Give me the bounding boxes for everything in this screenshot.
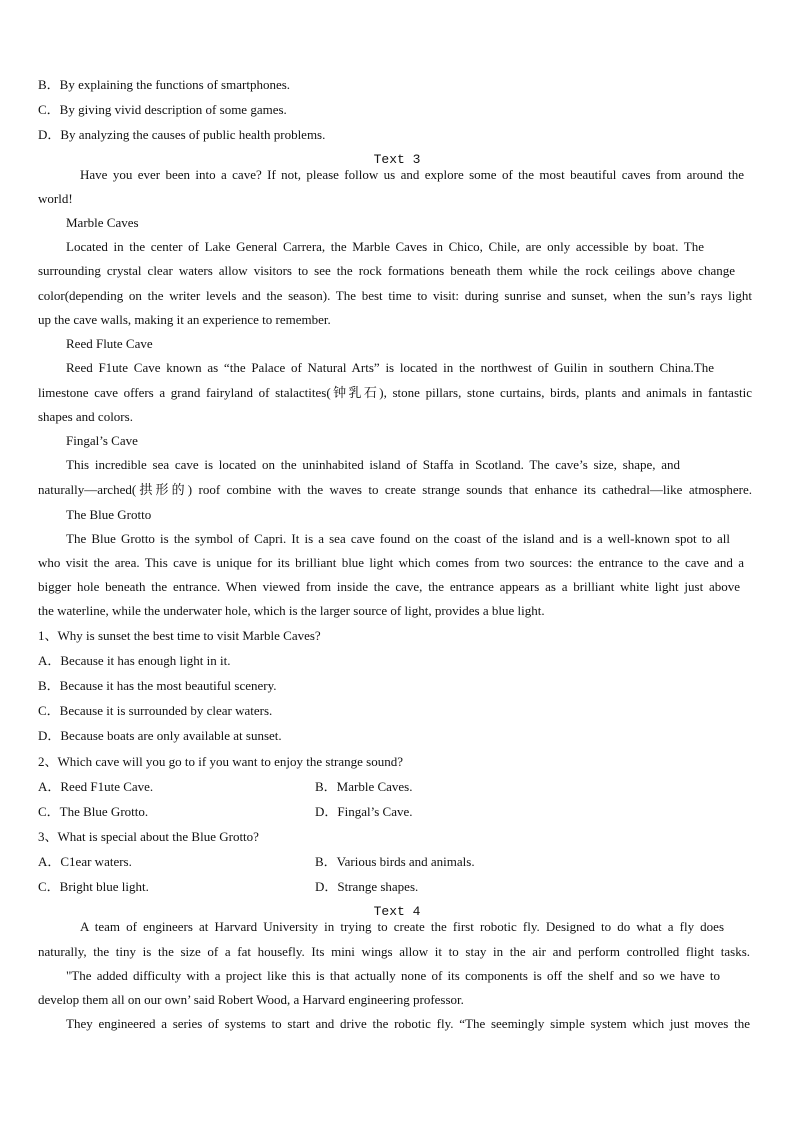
option-d: D．Strange shapes. — [315, 879, 419, 894]
paragraph-line: up the cave walls, making it an experience to remember. — [38, 312, 331, 327]
paragraph-line: This incredible sea cave is located on the uninhabited island of Staffa in Scotland. The cave’s size, shape, and — [66, 457, 680, 472]
option-d: D．Because boats are only available at sunset. — [38, 728, 282, 743]
cave-title: Reed Flute Cave — [66, 336, 153, 351]
paragraph-line: develop them all on our own’ said Robert Wood, a Harvard engineering professor. — [38, 992, 464, 1007]
cave-title: The Blue Grotto — [66, 507, 152, 522]
paragraph-line: the waterline, while the underwater hole, which is the larger source of light, provides a blue light. — [38, 603, 545, 618]
paragraph-line: surrounding crystal clear waters allow visitors to see the rock formations beneath them while the rock ceilings above change — [38, 263, 735, 278]
option-b: B．Marble Caves. — [315, 779, 413, 794]
cave-title: Fingal’s Cave — [66, 433, 138, 448]
paragraph-line: A team of engineers at Harvard University in trying to create the first robotic fly. Designed to do what a fly does — [80, 919, 724, 934]
paragraph-line: naturally—arched(拱形的) roof combine with the waves to create strange sounds that enhance its cathedral—like atmosphere. — [38, 482, 752, 497]
question-2: 2、Which cave will you go to if you want to enjoy the strange sound? — [38, 754, 404, 769]
cave-title: Marble Caves — [66, 215, 139, 230]
option-d: D．By analyzing the causes of public health problems. — [38, 127, 326, 142]
option-c: C．Because it is surrounded by clear waters. — [38, 703, 273, 718]
question-1: 1、Why is sunset the best time to visit Marble Caves? — [38, 628, 321, 643]
option-c: C．The Blue Grotto. — [38, 804, 149, 819]
option-a: A．Because it has enough light in it. — [38, 653, 231, 668]
paragraph-line: who visit the area. This cave is unique for its brilliant blue light which comes from two sources: the entrance to the cave and a — [38, 555, 744, 570]
option-b: B．By explaining the functions of smartphones. — [38, 77, 291, 92]
paragraph-line: bigger hole beneath the entrance. When viewed from inside the cave, the entrance appears as a brilliant white light just above — [38, 579, 740, 594]
paragraph-line: naturally, the tiny is the size of a fat housefly. Its mini wings allow it to stay in the air and perform controlled flight tasks. — [38, 944, 750, 959]
paragraph-line: The Blue Grotto is the symbol of Capri. It is a sea cave found on the coast of the island and is a well-known spot to all — [66, 531, 730, 546]
option-a: A．C1ear waters. — [38, 854, 132, 869]
paragraph-line: Located in the center of Lake General Carrera, the Marble Caves in Chico, Chile, are only accessible by boat. The — [66, 239, 704, 254]
section-heading: Text 3 — [373, 152, 421, 167]
option-c: C．Bright blue light. — [38, 879, 149, 894]
question-3: 3、What is special about the Blue Grotto? — [38, 829, 259, 844]
paragraph-line: limestone cave offers a grand fairyland of stalactites(钟乳石), stone pillars, stone curtains, birds, plants and animals in fantastic — [38, 385, 752, 400]
paragraph-line: shapes and colors. — [38, 409, 133, 424]
option-b: B．Various birds and animals. — [315, 854, 475, 869]
paragraph-line: Reed F1ute Cave known as “the Palace of Natural Arts” is located in the northwest of Guilin in southern China.The — [66, 360, 714, 375]
paragraph-line: world! — [38, 191, 73, 206]
option-c: C．By giving vivid description of some games. — [38, 102, 287, 117]
section-heading: Text 4 — [373, 904, 421, 919]
option-a: A．Reed F1ute Cave. — [38, 779, 154, 794]
paragraph-line: Have you ever been into a cave? If not, please follow us and explore some of the most beautiful caves from around the — [80, 167, 744, 182]
option-d: D．Fingal’s Cave. — [315, 804, 413, 819]
paragraph-line: "The added difficulty with a project like this is that actually none of its components is off the shelf and so we have to — [66, 968, 720, 983]
paragraph-line: They engineered a series of systems to start and drive the robotic fly. “The seemingly simple system which just moves the — [66, 1016, 750, 1031]
paragraph-line: color(depending on the writer levels and the season). The best time to visit: during sunrise and sunset, when the sun’s rays light — [38, 288, 752, 303]
option-b: B．Because it has the most beautiful scenery. — [38, 678, 277, 693]
